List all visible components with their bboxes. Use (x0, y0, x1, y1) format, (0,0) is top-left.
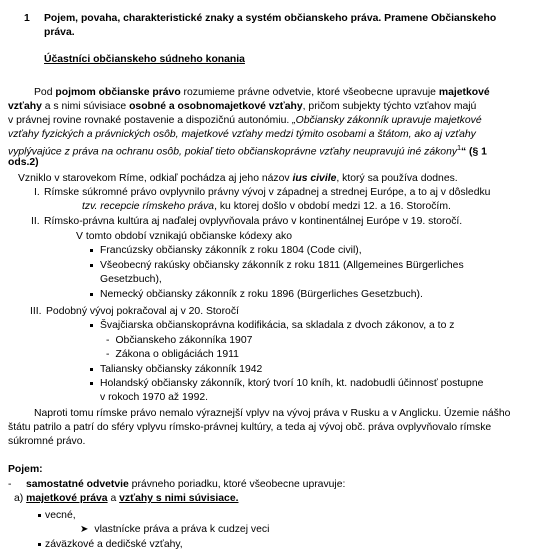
intro-line2: vzťahy a s nimi súvisiace osobné a osobnomajetkové vzťahy, pričom subjekty týchto vzťahov majú (8, 101, 477, 112)
square-bullet-icon (38, 514, 41, 517)
list-item-continuation: v rokoch 1970 až 1992. (100, 392, 209, 403)
square-bullet-icon (38, 543, 41, 546)
influence-line1: Naproti tomu rímske právo nemalo výraznejší vplyv na vývoj práva v Rusku a v Anglicku. Územie nášho (34, 408, 511, 419)
arrow-bullet-icon: ➤ (80, 524, 89, 535)
pojem-sub-item: záväzkové a dedičské vzťahy, (38, 538, 183, 551)
roman-1-number: I. (34, 187, 40, 198)
square-bullet-icon (90, 293, 93, 296)
square-bullet-icon (90, 264, 93, 267)
section-subtitle: Účastníci občianskeho súdneho konania (44, 54, 245, 65)
origin-line: Vzniklo v starovekom Ríme, odkiaľ pochádza aj jeho názov ius civile, ktorý sa používa dodnes. (18, 173, 458, 184)
roman-2-line2: V tomto období vznikajú občianske kódexy ako (76, 231, 293, 242)
roman-3-line1: Podobný vývoj pokračoval aj v 20. Storočí (46, 306, 239, 317)
roman-1-line1: Rímske súkromné právo ovplyvnilo právny vývoj v západnej a strednej Európe, a to aj v dôsledku (44, 187, 491, 198)
square-bullet-icon (90, 249, 93, 252)
list-item: Nemecký občiansky zákonník z roku 1896 (Bürgerliches Gesetzbuch). (90, 288, 423, 301)
list-item: Všeobecný rakúsky občiansky zákonník z roku 1811 (Allgemeines Bürgerliches (90, 259, 464, 272)
section-title-line2: práva. (44, 27, 75, 38)
section-title-line1: Pojem, povaha, charakteristické znaky a systém občianskeho práva. Pramene Občianskeho (44, 13, 497, 24)
pojem-sub-arrow-item: ➤ vlastnícke práva a práva k cudzej veci (80, 524, 270, 535)
pojem-dash-line: - samostatné odvetvie právneho poriadku, ktoré všeobecne upravuje: (8, 479, 346, 490)
intro-line6: ods.2) (8, 157, 39, 168)
pojem-item-a: a) majetkové práva a vzťahy s nimi súvisiace. (14, 493, 239, 504)
influence-line3: súkromné právo. (8, 436, 86, 447)
dash-item: - Zákona o obligáciách 1911 (106, 349, 239, 360)
influence-line2: štátu patrilo a patrí do sféry vplyvu rímsko-právnej kultúry, a teda aj vývoj obč. práva ovplyvňovalo rímske (8, 422, 492, 433)
intro-line5: vyplývajúce z práva na ochranu osôb, pokiaľ tieto občianskoprávne vzťahy neupravujú iné zákony$^1$“ (§ 1 (8, 145, 487, 158)
dash-item: - Občianskeho zákonníka 1907 (106, 335, 253, 346)
list-item: Holandský občiansky zákonník, ktorý tvorí 10 kníh, kt. nadobudli účinnosť postupne (90, 377, 483, 390)
intro-line4: vzťahy fyzických a právnických osôb, majetkové vzťahy medzi týmito osobami a štátom, ako aj vzťahy (8, 129, 476, 140)
pojem-sub-item: vecné, (38, 509, 76, 522)
list-item: Švajčiarska občianskoprávna kodifikácia, sa skladala z dvoch zákonov, a to z (90, 319, 454, 332)
roman-3-number: III. (30, 306, 42, 317)
roman-2-line1: Rímsko-právna kultúra aj naďalej ovplyvňovala právo v kontinentálnej Európe v 19. storočí. (44, 216, 463, 227)
square-bullet-icon (90, 324, 93, 327)
list-item: Taliansky občiansky zákonník 1942 (90, 363, 262, 376)
square-bullet-icon (90, 382, 93, 385)
intro-line3: v právnej rovine rovnaké postavenie a dispozičnú autonómiu. „Občiansky zákonník upravuje majetkové (8, 115, 482, 126)
list-item: Francúzsky občiansky zákonník z roku 1804 (Code civil), (90, 244, 362, 257)
intro-line1: Pod pojmom občianske právo rozumieme právne odvetvie, ktoré všeobecne upravuje majetkové (34, 87, 490, 98)
roman-1-line2: tzv. recepcie rímskeho práva, ku ktorej došlo v období medzi 12. a 16. Storočím. (82, 201, 451, 212)
square-bullet-icon (90, 368, 93, 371)
pojem-heading: Pojem: (8, 464, 43, 475)
roman-2-number: II. (31, 216, 40, 227)
section-number: 1 (24, 13, 30, 24)
list-item-continuation: Gesetzbuch), (100, 274, 162, 285)
